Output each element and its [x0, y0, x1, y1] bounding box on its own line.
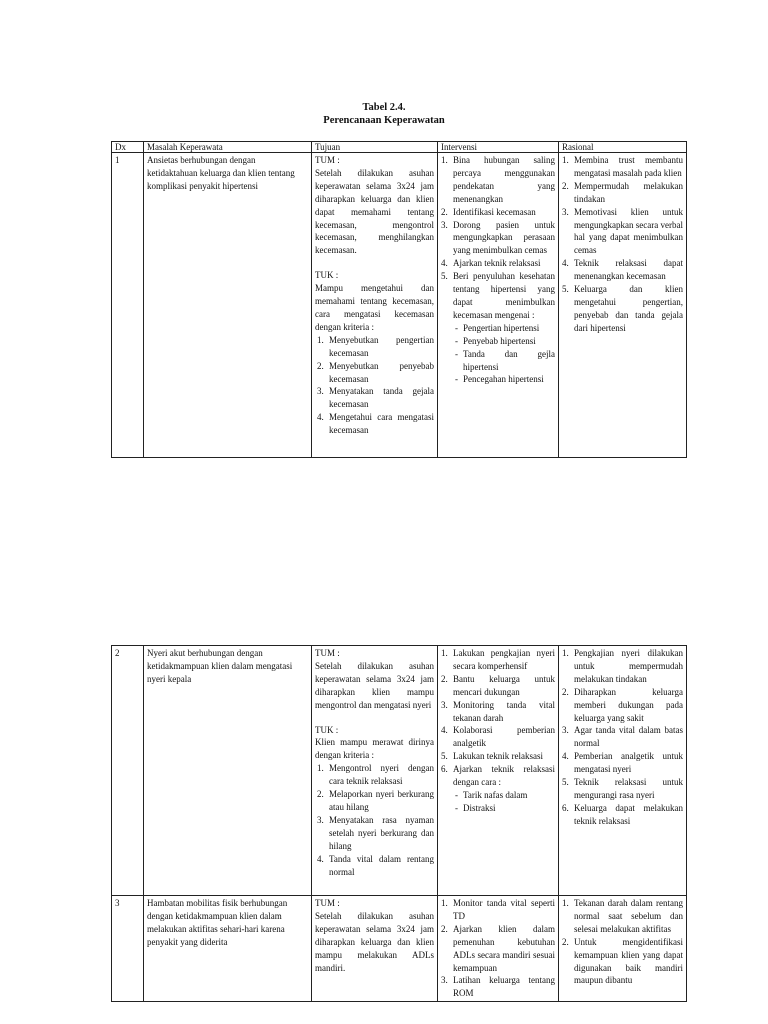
- kriteria-list: [315, 334, 434, 437]
- list-item: - Distraksi: [455, 802, 496, 813]
- tum-label: TUM :: [315, 648, 340, 658]
- cell-masalah: Nyeri akut berhubungan dengan ketidakmampuan klien dalam mengatasi nyeri kepala: [144, 646, 312, 896]
- care-plan-table-2: [111, 645, 687, 1002]
- header-rasional: Rasional: [559, 142, 687, 153]
- rasional-list: [562, 154, 683, 335]
- tum-text: Setelah dilakukan asuhan keperawatan selama 3x24 jam diharapkan keluarga dan klien mampu melakukan ADLs mandiri.: [315, 910, 434, 973]
- list-item: 3. Memotivasi klien untuk mengungkapkan secara verbal hal yang dapat menimbulkan cemas: [562, 206, 683, 256]
- cell-dx: 2: [112, 646, 144, 896]
- list-item: 2. Diharapkan keluarga memberi dukungan pada keluarga yang sakit: [562, 686, 683, 723]
- header-dx: Dx: [112, 142, 144, 153]
- list-item: 5. Keluarga dan klien mengetahui pengertian, penyebab dan tanda gejala dari hipertensi: [562, 284, 683, 333]
- list-item: 5. Beri penyuluhan kesehatan tentang hipertensi yang dapat menimbulkan kecemasan mengenai : - Pengertian hipertensi - Penyebab hipertensi - Tanda dan gejla hipertensi - Pencegahan hipertensi: [441, 271, 555, 385]
- table-row: [112, 153, 687, 458]
- cell-rasional: [559, 896, 687, 1002]
- list-item: 1. Tekanan darah dalam rentang normal saat sebelum dan selesai melakukan aktifitas: [562, 898, 683, 934]
- list-item: 3. Latihan keluarga tentang ROM: [441, 975, 555, 999]
- list-item: 4. Ajarkan teknik relaksasi: [441, 258, 541, 269]
- cell-tujuan: [312, 646, 438, 896]
- table-row: [112, 896, 687, 1002]
- list-item: 3. Menyatakan tanda gejala kecemasan: [317, 386, 434, 410]
- list-item: 2. Untuk mengidentifikasi kemampuan klien yang dapat digunakan baik mandiri maupun dibantu: [562, 936, 683, 986]
- list-item: - Tarik nafas dalam: [455, 789, 528, 800]
- table-caption-title: Perencanaan Keperawatan: [323, 115, 445, 126]
- list-item: - Pengertian hipertensi: [455, 322, 540, 333]
- list-item: 6. Keluarga dapat melakukan teknik relaksasi: [562, 802, 683, 826]
- list-item: 2. Melaporkan nyeri berkurang atau hilang: [317, 789, 434, 812]
- tum-text: Setelah dilakukan asuhan keperawatan selama 3x24 jam diharapkan keluarga dan klien dapat memahami tentang kecemasan, mengontrol kecemasan, menghilangkan kecemasan.: [315, 167, 434, 256]
- table-header-row: [112, 142, 687, 153]
- list-item: - Tanda dan gejla hipertensi: [455, 348, 555, 372]
- list-item: 2. Bantu keluarga untuk mencari dukungan: [441, 673, 555, 697]
- intervensi-sub-list: [453, 322, 555, 387]
- tuk-text: Mampu mengetahui dan memahami tentang kecemasan, cara mengatasi kecemasan dengan kriteria :: [315, 283, 434, 332]
- list-item: 1. Menyebutkan pengertian kecemasan: [317, 334, 434, 358]
- list-item: 1. Mengontrol nyeri dengan cara teknik relaksasi: [317, 763, 434, 787]
- list-item: 1. Membina trust membantu mengatasi masalah pada klien: [562, 155, 683, 178]
- list-item: 6. Ajarkan teknik relaksasi dengan cara : - Tarik nafas dalam - Distraksi: [441, 764, 555, 813]
- table-caption-number: Tabel 2.4.: [362, 102, 406, 113]
- table-row: [112, 646, 687, 896]
- list-item: 4. Pemberian analgetik untuk mengatasi nyeri: [562, 751, 683, 775]
- list-item: - Pencegahan hipertensi: [455, 374, 544, 385]
- header-intervensi: Intervensi: [438, 142, 559, 153]
- list-item: 3. Monitoring tanda vital tekanan darah: [441, 699, 555, 723]
- list-item: 2. Mempermudah melakukan tindakan: [562, 180, 683, 204]
- cell-dx: 1: [112, 153, 144, 458]
- cell-dx: 3: [112, 896, 144, 1002]
- intervensi-list: [441, 647, 555, 815]
- list-item: 3. Menyatakan rasa nyaman setelah nyeri berkurang dan hilang: [317, 814, 434, 851]
- cell-intervensi: [438, 896, 559, 1002]
- tuk-label: TUK :: [315, 724, 339, 735]
- header-tujuan: Tujuan: [312, 142, 438, 153]
- list-item: 2. Menyebutkan penyebab kecemasan: [317, 360, 434, 384]
- cell-masalah: Ansietas berhubungan dengan ketidaktahuan keluarga dan klien tentang komplikasi penyakit hipertensi: [144, 153, 312, 458]
- list-item: 1. Lakukan pengkajian nyeri secara komperhensif: [441, 648, 555, 671]
- rasional-list: [562, 647, 683, 828]
- list-item: 2. Identifikasi kecemasan: [441, 206, 536, 217]
- intervensi-list: [441, 897, 555, 1000]
- list-item: 1. Monitor tanda vital seperti TD: [441, 898, 555, 921]
- list-item: 4. Tanda vital dalam rentang normal: [317, 853, 434, 877]
- tum-text: Setelah dilakukan asuhan keperawatan selama 3x24 jam diharapkan klien mampu mengontrol dan mengatasi nyeri: [315, 660, 434, 710]
- list-item: 4. Teknik relaksasi dapat menenangkan kecemasan: [562, 258, 683, 282]
- kriteria-list: [315, 762, 434, 878]
- tuk-text: Klien mampu merawat dirinya dengan kriteria :: [315, 737, 434, 761]
- list-item: 1. Bina hubungan saling percaya menggunakan pendekatan yang menenangkan: [441, 155, 555, 204]
- list-item: 5. Lakukan teknik relaksasi: [441, 751, 543, 762]
- list-item: 4. Kolaborasi pemberian analgetik: [441, 725, 555, 749]
- list-item: 2. Ajarkan klien dalam pemenuhan kebutuhan ADLs secara mandiri sesuai kemampuan: [441, 923, 555, 973]
- rasional-list: [562, 897, 683, 987]
- cell-intervensi: [438, 646, 559, 896]
- tuk-label: TUK :: [315, 270, 339, 281]
- cell-rasional: [559, 646, 687, 896]
- header-masalah: Masalah Keperawata: [144, 142, 312, 153]
- list-item: - Penyebab hipertensi: [455, 335, 536, 346]
- cell-masalah: Hambatan mobilitas fisik berhubungan dengan ketidakmampuan klien dalam melakukan aktifitas sehari-hari karena penyakit yang diderita: [144, 896, 312, 1002]
- list-item: 1. Pengkajian nyeri dilakukan untuk mempermudah melakukan tindakan: [562, 648, 683, 684]
- cell-tujuan: [312, 896, 438, 1002]
- care-plan-table-1: [111, 141, 687, 458]
- list-item: 5. Teknik relaksasi untuk mengurangi rasa nyeri: [562, 777, 683, 800]
- intervensi-sub-list: [453, 789, 555, 815]
- list-item: 4. Mengetahui cara mengatasi kecemasan: [317, 412, 434, 436]
- tum-label: TUM :: [315, 155, 340, 165]
- list-item: 3. Dorong pasien untuk mengungkapkan perasaan yang menimbulkan cemas: [441, 219, 555, 256]
- cell-rasional: [559, 153, 687, 458]
- tum-label: TUM :: [315, 898, 340, 908]
- cell-tujuan: [312, 153, 438, 458]
- list-item: 3. Agar tanda vital dalam batas normal: [562, 725, 683, 749]
- cell-intervensi: [438, 153, 559, 458]
- intervensi-list: [441, 154, 555, 386]
